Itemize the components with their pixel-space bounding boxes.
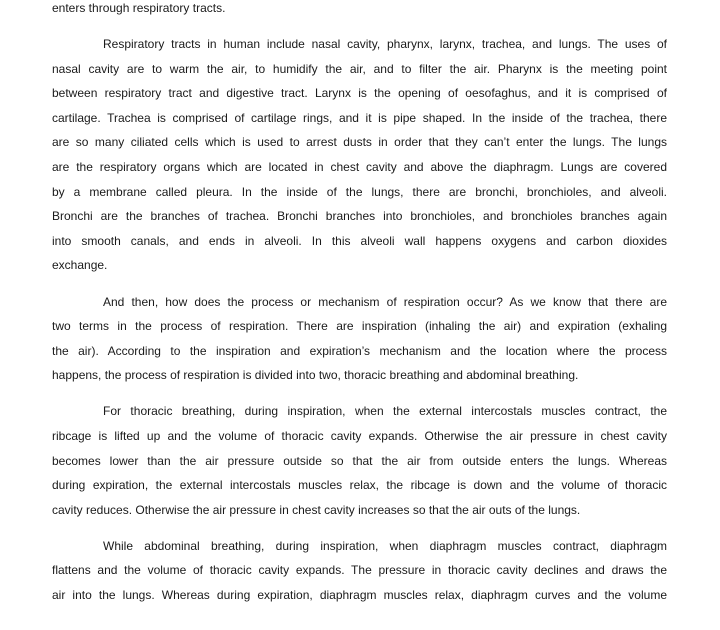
text-line: becomes lower than the air pressure outside so that the air from outside enters the lungs. Whereas <box>52 453 667 468</box>
document-page <box>52 0 667 619</box>
text-line: during expiration, the external intercostals muscles relax, the ribcage is down and the volume of thoracic <box>52 478 667 493</box>
text-line: nasal cavity are to warm the air, to humidify the air, and to filter the air. Pharynx is the meeting point <box>52 61 667 76</box>
text-line: happens, the process of respiration is divided into two, thoracic breathing and abdominal breathing. <box>52 368 579 383</box>
text-line: into smooth canals, and ends in alveoli. In this alveoli wall happens oxygens and carbon dioxides <box>52 233 667 248</box>
text-line: enters through respiratory tracts. <box>52 1 226 15</box>
text-line: And then, how does the process or mechanism of respiration occur? As we know that there are <box>103 294 667 309</box>
text-line: two terms in the process of respiration. There are inspiration (inhaling the air) and expiration (exhaling <box>52 319 667 334</box>
text-line: are so many ciliated cells which is used to arrest dusts in order that they can’t enter the lungs. The lungs <box>52 135 667 150</box>
text-line: are the respiratory organs which are located in chest cavity and above the diaphragm. Lungs are covered <box>52 160 667 175</box>
text-line: cartilage. Trachea is comprised of cartilage rings, and it is pipe shaped. In the inside of the trachea, there <box>52 110 667 125</box>
text-line: exchange. <box>52 258 108 273</box>
text-line: While abdominal breathing, during inspiration, when diaphragm muscles contract, diaphragm <box>103 538 667 553</box>
text-line: Bronchi are the branches of trachea. Bronchi branches into bronchioles, and bronchioles branches again <box>52 209 667 224</box>
text-line: by a membrane called pleura. In the inside of the lungs, there are bronchi, bronchioles, and alveoli. <box>52 184 667 199</box>
paragraph <box>52 290 667 388</box>
paragraph <box>52 32 667 278</box>
text-line: cavity reduces. Otherwise the air pressure in chest cavity increases so that the air outs of the lungs. <box>52 502 581 517</box>
text-line: flattens and the volume of thoracic cavity expands. The pressure in thoracic cavity declines and draws the <box>52 563 667 578</box>
text-line: between respiratory tract and digestive tract. Larynx is the opening of oesofaghus, and it is comprised of <box>52 86 667 101</box>
text-line: ribcage is lifted up and the volume of thoracic cavity expands. Otherwise the air pressure in chest cavity <box>52 429 667 443</box>
text-line: the air). According to the inspiration and expiration’s mechanism and the location where the process <box>52 343 667 358</box>
paragraph <box>52 399 667 522</box>
text-line: For thoracic breathing, during inspiration, when the external intercostals muscles contract, the <box>103 404 667 419</box>
paragraph <box>52 534 667 608</box>
text-line: Respiratory tracts in human include nasal cavity, pharynx, larynx, trachea, and lungs. The uses of <box>103 37 667 52</box>
paragraph <box>52 0 667 21</box>
text-line: air into the lungs. Whereas during expiration, diaphragm muscles relax, diaphragm curves and the volume <box>52 588 667 603</box>
